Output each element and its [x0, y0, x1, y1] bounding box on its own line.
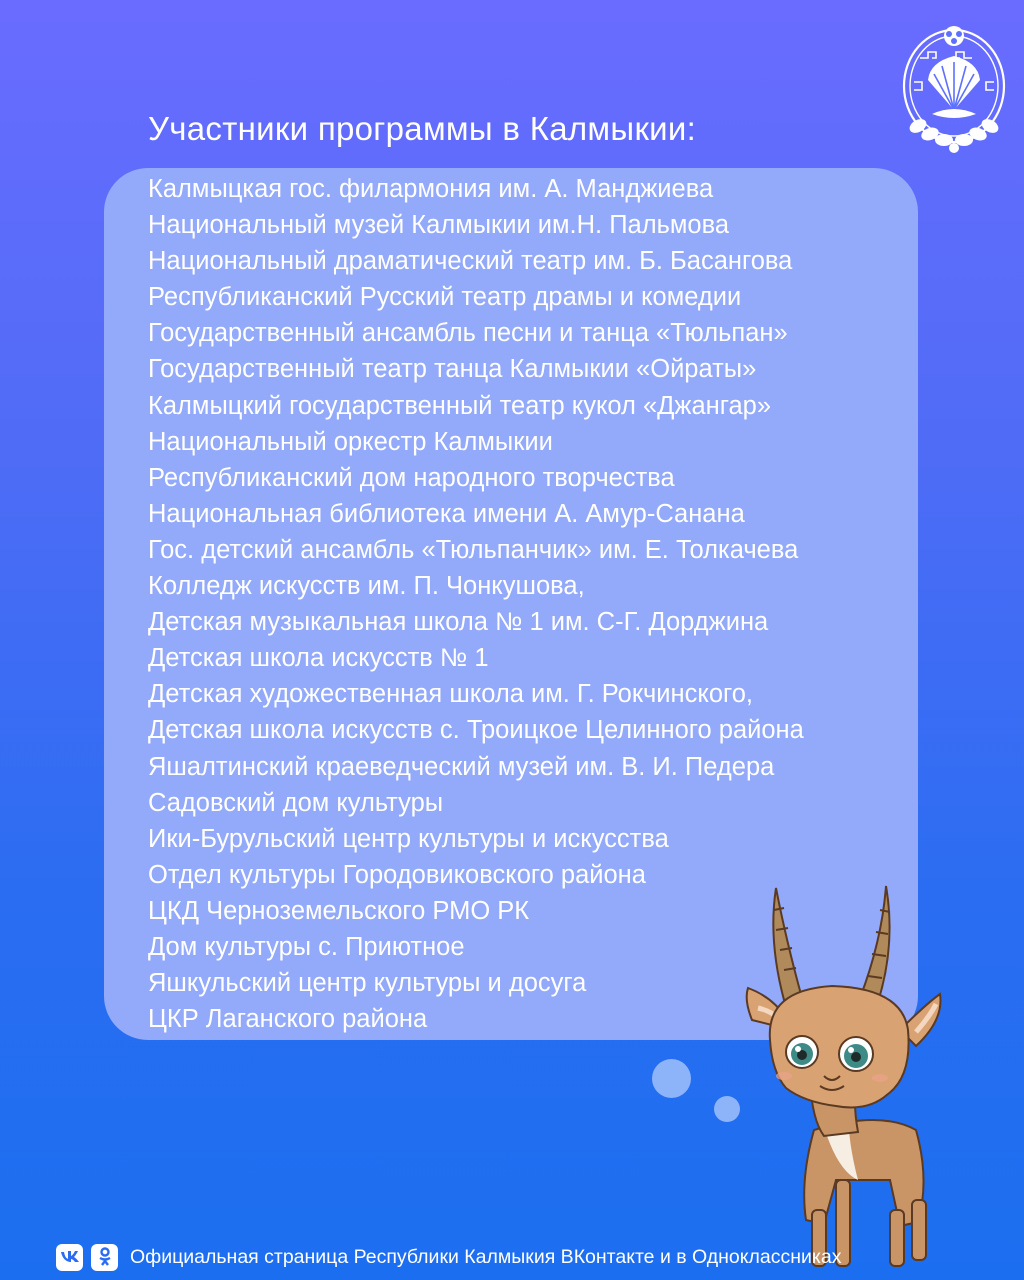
- list-item: Государственный ансамбль песни и танца «Тюльпан»: [148, 319, 788, 348]
- list-item: Республиканский дом народного творчества: [148, 463, 675, 492]
- list-item: Республиканский Русский театр драмы и комедии: [148, 283, 742, 312]
- list-item: Государственный театр танца Калмыкии «Ойраты»: [148, 355, 757, 384]
- list-item: Калмыцкая гос. филармония им. А. Манджиева: [148, 175, 714, 203]
- list-item: Национальная библиотека имени А. Амур-Санана: [148, 499, 745, 528]
- list-item: Детская музыкальная школа № 1 им. С-Г. Дорджина: [148, 608, 769, 637]
- list-item: Национальный драматический театр им. Б. Басангова: [148, 247, 793, 276]
- list-item: Национальный музей Калмыкии им.Н. Пальмова: [148, 211, 730, 240]
- footer-text: Официальная страница Республики Калмыкия ВКонтакте и в Одноклассниках: [130, 1245, 842, 1268]
- list-item: ЦКР Лаганского района: [148, 1005, 428, 1034]
- list-item: Ики-Бурульский центр культуры и искусства: [148, 824, 669, 853]
- list-item: Детская школа искусств с. Троицкое Целинного района: [148, 716, 804, 745]
- thought-dot-large: [652, 1059, 691, 1098]
- list-item: Отдел культуры Городовиковского района: [148, 860, 646, 889]
- vk-icon[interactable]: [56, 1244, 83, 1271]
- list-item: Детская художественная школа им. Г. Рокчинского,: [148, 680, 754, 709]
- list-item: Яшкульский центр культуры и досуга: [148, 969, 587, 998]
- list-item: ЦКД Черноземельского РМО РК: [148, 896, 530, 925]
- list-item: Колледж искусств им. П. Чонкушова,: [148, 572, 585, 601]
- participants-list: [148, 171, 804, 1037]
- thought-dot-small: [714, 1096, 740, 1122]
- list-item: Детская школа искусств № 1: [148, 644, 489, 673]
- list-item: Садовский дом культуры: [148, 788, 444, 817]
- list-item: Калмыцкий государственный театр кукол «Джангар»: [148, 391, 772, 420]
- list-item: Яшалтинский краеведческий музей им. В. И. Педера: [148, 752, 775, 781]
- page-title: Участники программы в Калмыкии:: [148, 110, 697, 147]
- list-item: Национальный оркестр Калмыкии: [148, 427, 553, 456]
- kalmykia-emblem: [898, 22, 1010, 154]
- saiga-mascot: [740, 880, 960, 1280]
- list-item: Гос. детский ансамбль «Тюльпанчик» им. Е. Толкачева: [148, 535, 799, 564]
- footer: [56, 1242, 841, 1272]
- odnoklassniki-icon[interactable]: [91, 1244, 118, 1271]
- list-item: Дом культуры с. Приютное: [148, 932, 465, 961]
